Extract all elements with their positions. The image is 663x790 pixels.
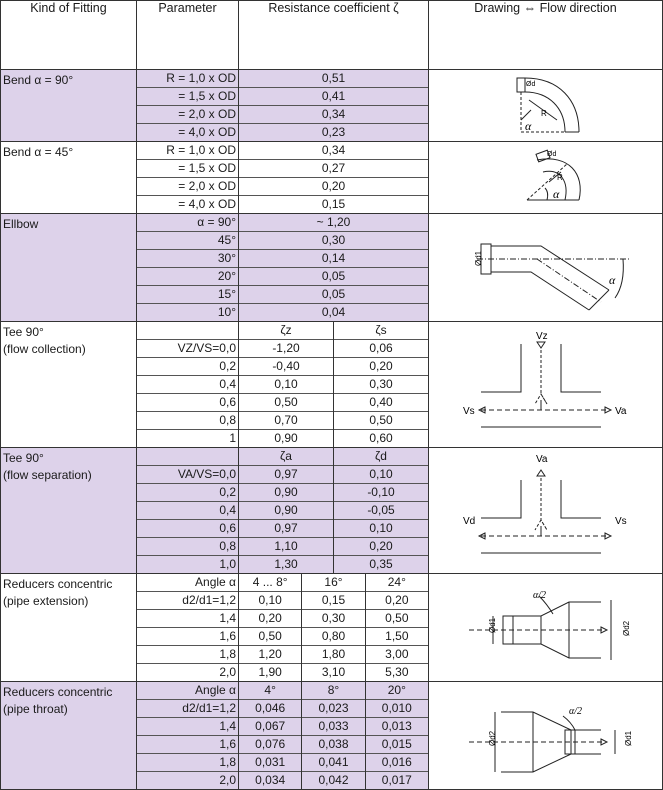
param-cell: 0,2 [137,358,238,376]
param-cell: 30° [137,250,238,268]
kind-line: Reducers concentric [3,685,113,699]
kind-reducer-throat [1,682,137,790]
value-cell: 0,30 [302,610,364,628]
reducer-throat-alpha-label: α/2 [569,706,583,717]
elbow-od-label: Ød1 [474,250,483,266]
drawing-bend-90 [429,70,663,142]
value-cell: 0,50 [239,394,333,412]
bend-45-drawing [429,142,662,210]
param-reducer-extension [137,574,239,682]
param-cell: 0,8 [137,538,238,556]
col-head: ζd [334,448,428,466]
param-cell: 1,4 [137,718,238,736]
col-head: 8° [302,682,364,700]
value-cell: 5,30 [385,665,409,679]
values-reducer-throat [239,682,429,790]
param-cell: = 4,0 x OD [178,125,236,139]
col-angle-3 [365,682,428,789]
header-kind: Kind of Fitting [1,1,137,70]
value-cell: 0,35 [369,557,393,571]
param-cell: 10° [217,305,236,319]
param-cell: 1,6 [137,628,238,646]
tee-collection-vs-label: Vs [463,406,475,417]
drawing-reducer-throat [429,682,663,790]
header-drawing: Drawing ⇔ Flow direction [429,1,663,70]
col-head: 24° [366,574,428,592]
param-cell: = 2,0 x OD [137,106,238,124]
value-cell: 0,23 [321,125,346,139]
tee-collection-vz-label: Vz [536,331,548,342]
kind-line: Tee 90° [3,325,44,339]
bend-90-od-label: Ød [526,81,536,88]
row-reducer-throat [1,682,663,790]
value-cell: 0,04 [321,305,346,319]
values-reducer-extension [239,574,429,682]
value-cell: 0,41 [239,88,428,106]
param-bend-45 [137,142,239,214]
value-cell: 0,60 [369,431,393,445]
value-cell: 0,30 [239,232,428,250]
param-tee-collection [137,322,239,448]
row-elbow [1,214,663,322]
value-cell: -1,20 [239,340,333,358]
reducer-throat-d1-label: Ød1 [624,730,633,746]
param-cell: 1,4 [137,610,238,628]
param-cell: 0,2 [137,484,238,502]
param-cell: 1 [229,431,236,445]
value-cell: 3,00 [366,646,428,664]
col-angle-2 [301,574,364,681]
kind-line: (pipe throat) [3,702,68,716]
header-row [1,1,663,70]
value-cell: 0,51 [239,70,428,88]
tee-collection-va-label: Va [615,406,627,417]
param-tee-separation [137,448,239,574]
kind-line: (flow separation) [3,468,92,482]
param-cell: = 2,0 x OD [137,178,238,196]
value-cell: 0,10 [239,592,301,610]
value-cell: 0,042 [318,773,349,787]
col-angle-1 [239,682,301,789]
elbow-drawing [429,214,662,316]
tee-separation-va-label: Va [536,454,548,465]
param-reducer-throat [137,682,239,790]
value-cell: 0,90 [239,502,333,520]
value-cell: 1,10 [239,538,333,556]
param-cell: VA/VS=0,0 [137,466,238,484]
value-cell: 0,10 [239,376,333,394]
param-cell: 20° [137,268,238,286]
header-resistance: Resistance coefficient ζ [239,1,429,70]
row-reducer-extension [1,574,663,682]
tee-collection-drawing [429,322,662,441]
kind-bend-90: Bend α = 90° [1,70,137,142]
param-cell: 1,8 [137,646,238,664]
value-cell: 1,50 [366,628,428,646]
value-cell: 0,50 [334,412,428,430]
value-cell: 0,15 [321,197,346,211]
value-cell: 0,10 [334,466,428,484]
col-za [239,448,333,573]
values-tee-separation [239,448,429,574]
value-cell: 0,20 [334,538,428,556]
value-cell: 0,34 [239,142,428,160]
param-cell: 1,0 [219,557,236,571]
param-cell: Angle α [137,682,238,700]
value-cell: 1,30 [274,557,298,571]
col-angle-3 [365,574,428,681]
col-zz [239,322,333,447]
tee-separation-vs-label: Vs [615,516,627,527]
col-angle-2 [301,682,364,789]
values-elbow [239,214,429,322]
kind-reducer-extension [1,574,137,682]
param-cell: 0,6 [137,394,238,412]
drawing-elbow [429,214,663,322]
values-bend-90 [239,70,429,142]
drawing-tee-collection [429,322,663,448]
bend-45-od-label: Ød [547,151,557,158]
tee-separation-vd-label: Vd [463,516,476,527]
value-cell: 0,041 [302,754,364,772]
value-cell: 1,90 [258,665,282,679]
param-cell: = 1,5 x OD [137,88,238,106]
value-cell: 0,90 [274,431,298,445]
param-cell-empty [137,322,238,340]
value-cell: 0,20 [334,358,428,376]
bend-90-alpha-label: α [525,119,532,133]
kind-elbow: Ellbow [1,214,137,322]
row-tee-separation [1,448,663,574]
param-cell: VZ/VS=0,0 [137,340,238,358]
value-cell: 0,031 [239,754,301,772]
reducer-extension-d2-label: Ød2 [622,620,631,636]
value-cell: 0,15 [302,592,364,610]
bend-90-r-label: R [541,109,547,118]
row-bend-45 [1,142,663,214]
value-cell: -0,40 [239,358,333,376]
value-cell: 0,076 [239,736,301,754]
kind-bend-45: Bend α = 45° [1,142,137,214]
col-head: ζz [239,322,333,340]
value-cell: 0,038 [302,736,364,754]
value-cell: 0,034 [255,773,286,787]
kind-line: (flow collection) [3,342,86,356]
value-cell: 0,05 [239,268,428,286]
param-cell: d2/d1=1,2 [137,592,238,610]
param-cell: 0,4 [137,376,238,394]
value-cell: 0,013 [366,718,428,736]
value-cell: 0,046 [239,700,301,718]
tee-separation-drawing [429,448,662,567]
drawing-reducer-extension [429,574,663,682]
reducer-extension-alpha-label: α/2 [533,590,547,601]
value-cell: 0,017 [381,773,412,787]
value-cell: 0,40 [334,394,428,412]
param-cell: 2,0 [219,665,236,679]
value-cell: 3,10 [321,665,346,679]
value-cell: 0,97 [239,520,333,538]
param-cell: 2,0 [219,773,236,787]
param-cell: 0,4 [137,502,238,520]
value-cell: 0,20 [239,178,428,196]
param-cell: 45° [137,232,238,250]
value-cell: 0,30 [334,376,428,394]
value-cell: 0,010 [366,700,428,718]
param-elbow [137,214,239,322]
bend-90-drawing [429,70,662,138]
value-cell: -0,10 [334,484,428,502]
reducer-extension-d1-label: Ød1 [488,617,497,633]
bend-45-alpha-label: α [553,187,560,201]
col-head: 16° [302,574,364,592]
col-zs [333,322,428,447]
col-head: 4° [239,682,301,700]
header-parameter: Parameter [137,1,239,70]
values-bend-45 [239,142,429,214]
value-cell: 0,015 [366,736,428,754]
col-head: 4 ... 8° [239,574,301,592]
value-cell: 0,14 [239,250,428,268]
col-head: 20° [366,682,428,700]
value-cell: 0,50 [239,628,301,646]
param-cell: R = 1,0 x OD [137,142,238,160]
value-cell: 0,016 [366,754,428,772]
param-cell: = 1,5 x OD [137,160,238,178]
col-head: ζs [334,322,428,340]
elbow-alpha-label: α [609,273,616,287]
value-cell: -0,05 [334,502,428,520]
value-cell: 0,20 [239,610,301,628]
kind-line: (pipe extension) [3,594,89,608]
value-cell: 0,90 [239,484,333,502]
param-cell: 1,6 [137,736,238,754]
value-cell: 0,067 [239,718,301,736]
param-cell: R = 1,0 x OD [137,70,238,88]
kind-line: Tee 90° [3,451,44,465]
param-cell: Angle α [137,574,238,592]
col-zd [333,448,428,573]
value-cell: 1,20 [239,646,301,664]
row-bend-90 [1,70,663,142]
row-tee-collection [1,322,663,448]
param-cell: α = 90° [137,214,238,232]
kind-tee-separation [1,448,137,574]
value-cell: 0,50 [366,610,428,628]
value-cell: 0,34 [239,106,428,124]
value-cell: ~ 1,20 [239,214,428,232]
kind-line: Reducers concentric [3,577,113,591]
col-head: ζa [239,448,333,466]
drawing-tee-separation [429,448,663,574]
reducer-throat-drawing [429,682,662,784]
value-cell: 0,10 [334,520,428,538]
bend-45-r-label: R [557,173,563,182]
param-cell: 0,6 [137,520,238,538]
value-cell: 0,70 [239,412,333,430]
reducer-extension-drawing [429,574,662,676]
value-cell: 1,80 [302,646,364,664]
param-cell: 15° [137,286,238,304]
value-cell: 0,27 [239,160,428,178]
drawing-bend-45 [429,142,663,214]
param-cell-empty [137,448,238,466]
value-cell: 0,80 [302,628,364,646]
value-cell: 0,20 [366,592,428,610]
col-angle-1 [239,574,301,681]
value-cell: 0,97 [239,466,333,484]
values-tee-collection [239,322,429,448]
value-cell: 0,023 [302,700,364,718]
value-cell: 0,033 [302,718,364,736]
param-cell: d2/d1=1,2 [137,700,238,718]
kind-tee-collection [1,322,137,448]
param-cell: 1,8 [137,754,238,772]
value-cell: 0,05 [239,286,428,304]
value-cell: 0,06 [334,340,428,358]
reducer-throat-d2-label: Ød2 [488,730,497,746]
param-cell: = 4,0 x OD [178,197,236,211]
param-cell: 0,8 [137,412,238,430]
param-bend-90 [137,70,239,142]
